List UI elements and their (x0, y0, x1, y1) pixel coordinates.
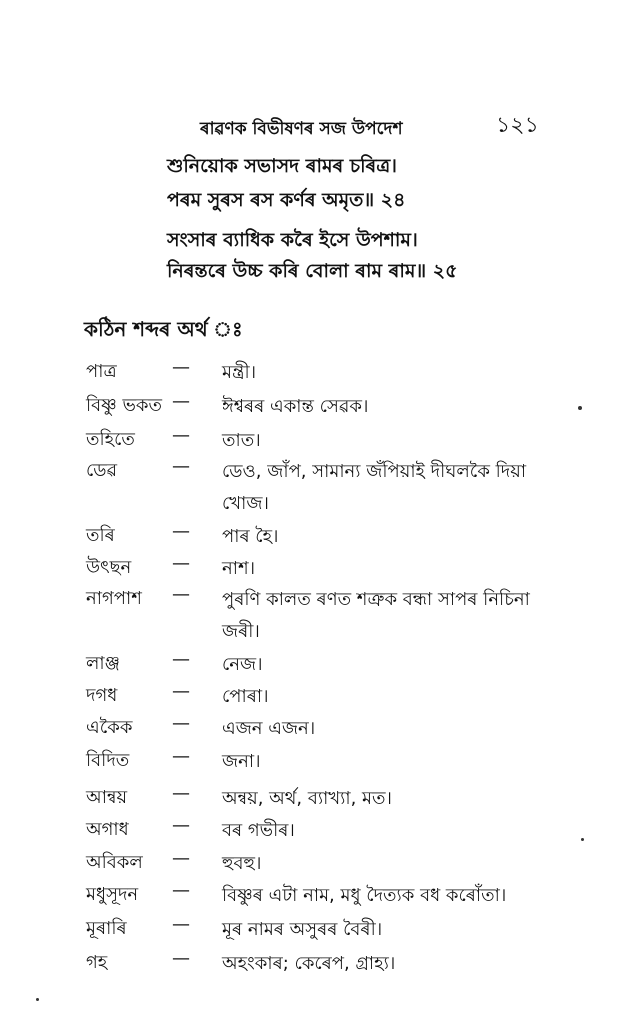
ink-speck (578, 406, 582, 410)
glossary-meaning: পুৰণি কালত ৰণত শত্ৰুক বন্ধা সাপৰ নিচিনা জৰী। (222, 589, 530, 642)
ink-speck (581, 838, 584, 841)
verse-line: সংসাৰ ব্যাধিক কৰৈ ইসে উপশাম। (167, 229, 418, 251)
glossary-dash: — (172, 649, 190, 670)
glossary-meaning: হুবহু। (222, 853, 262, 874)
glossary-meaning: বিষ্ণুৰ এটা নাম, মধু দৈত্যক বধ কৰোঁতা। (222, 885, 507, 906)
glossary-meaning: ডেও, জাঁপ, সামান্য জঁপিয়াই দীঘলকৈ দিয়া খোজ। (222, 461, 527, 514)
glossary-dash: — (172, 584, 190, 605)
glossary-meaning: জনা। (222, 751, 261, 772)
glossary-meaning: অন্বয়, অৰ্থ, ব্যাখ্যা, মত। (222, 788, 392, 809)
glossary-dash: — (172, 521, 190, 542)
glossary-dash: — (172, 914, 190, 935)
glossary-term: তৰি (86, 525, 115, 546)
glossary-term: মধুসূদন (86, 884, 139, 905)
verse-line: নিৰন্তৰে উচ্চ কৰি বোলা ৰাম ৰাম॥ ২৫ (167, 260, 458, 282)
glossary-dash: — (172, 681, 190, 702)
glossary-meaning: নাশ। (222, 558, 256, 579)
verse-line: শুনিয়োক সভাসদ ৰামৰ চৰিত্ৰ। (167, 155, 397, 177)
glossary-meaning: তাত। (222, 430, 261, 451)
glossary-dash: — (172, 357, 190, 378)
glossary-dash: — (172, 391, 190, 412)
glossary-meaning: পাৰ হৈ। (222, 526, 279, 547)
ink-speck (36, 998, 39, 1001)
glossary-dash: — (172, 815, 190, 836)
glossary-term: পাত্ৰ (86, 361, 117, 382)
glossary-dash: — (172, 948, 190, 969)
glossary-dash: — (172, 848, 190, 869)
glossary-term: নাগপাশ (86, 588, 142, 609)
glossary-term: ডেৱ (86, 460, 118, 481)
verse-line: পৰম সুৰস ৰস কৰ্ণৰ অমৃত॥ ২৪ (167, 189, 406, 211)
glossary-meaning: বৰ গভীৰ। (222, 820, 295, 841)
glossary-meaning: নেজ। (222, 654, 263, 675)
glossary-term: একৈক (86, 717, 133, 738)
glossary-term: অগাধ (86, 819, 129, 840)
glossary-term: গহ (86, 952, 108, 973)
glossary-meaning: অহংকাৰ; কেৰেপ, গ্ৰাহ্য। (222, 953, 396, 974)
glossary-term: লাঞ্জ (86, 653, 121, 674)
glossary-term: বিষ্ণু ভকত (86, 395, 163, 416)
glossary-dash: — (172, 880, 190, 901)
glossary-meaning: এজন এজন। (222, 718, 316, 739)
glossary-dash: — (172, 783, 190, 804)
glossary-dash: — (172, 746, 190, 767)
glossary-term: দগধ (86, 685, 118, 706)
glossary-dash: — (172, 425, 190, 446)
glossary-term: তহিতে (86, 429, 135, 450)
glossary-meaning: ঈশ্বৰৰ একান্ত সেৱক। (222, 396, 369, 417)
glossary-term: আন্বয় (86, 787, 128, 808)
page-number: ১২১ (496, 113, 539, 138)
running-title: ৰাৱণক বিভীষণৰ সজ উপদেশ (200, 119, 403, 139)
glossary-meaning: মন্ত্ৰী। (222, 362, 257, 383)
glossary-term: অবিকল (86, 852, 143, 873)
glossary-term: উৎছন (86, 557, 132, 578)
glossary-heading: কঠিন শব্দৰ অৰ্থ ঃ (84, 317, 243, 341)
glossary-meaning: মূৰ নামৰ অসুৰৰ বৈৰী। (222, 919, 383, 940)
glossary-dash: — (172, 713, 190, 734)
glossary-dash: — (172, 553, 190, 574)
glossary-term: মূৰাৰি (86, 918, 127, 939)
glossary-meaning: পোৰা। (222, 686, 269, 707)
glossary-term: বিদিত (86, 750, 130, 771)
glossary-dash: — (172, 456, 190, 477)
